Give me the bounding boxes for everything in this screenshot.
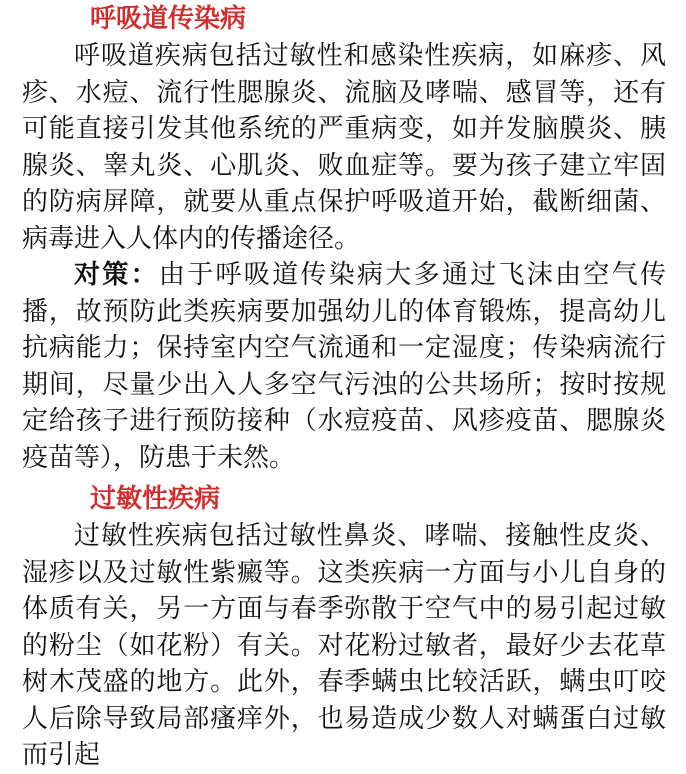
allergy-intro-paragraph: 过敏性疾病包括过敏性鼻炎、哮喘、接触性皮炎、湿疹以及过敏性紫癜等。这类疾病一方面与小儿自身的体质有关，另一方面与春季弥散于空气中的易引起过敏的粉尘（如花粉）有关。对花粉过敏者，最好少去花草树木茂盛的地方。此外，春季螨虫比较活跃，螨虫叮咬人后除导致局部瘙痒外，也易造成少数人对螨蛋白过敏而引起 [22, 521, 666, 770]
respiratory-countermeasure-paragraph [22, 257, 666, 476]
section-heading-allergy: 过敏性疾病 [90, 484, 221, 514]
countermeasure-text: 由于呼吸道传染病大多通过飞沫由空气传播，故预防此类疾病要加强幼儿的体育锻炼，提高幼儿抗病能力；保持室内空气流通和一定湿度；传染病流行期间，尽量少出入人多空气污浊的公共场所；按时按规定给孩子进行预防接种（水痘疫苗、风疹疫苗、腮腺炎疫苗等），防患于未然。 [22, 260, 666, 473]
article-page [22, 0, 666, 774]
respiratory-intro-paragraph: 呼吸道疾病包括过敏性和感染性疾病，如麻疹、风疹、水痘、流行性腮腺炎、流脑及哮喘、感冒等，还有可能直接引发其他系统的严重病变，如并发脑膜炎、胰腺炎、睾丸炎、心肌炎、败血症等。要为孩子建立牢固的防病屏障，就要从重点保护呼吸道开始，截断细菌、病毒进入人体内的传播途径。 [22, 41, 666, 254]
countermeasure-label: 对策： [74, 260, 159, 290]
section-heading-respiratory: 呼吸道传染病 [90, 4, 247, 34]
